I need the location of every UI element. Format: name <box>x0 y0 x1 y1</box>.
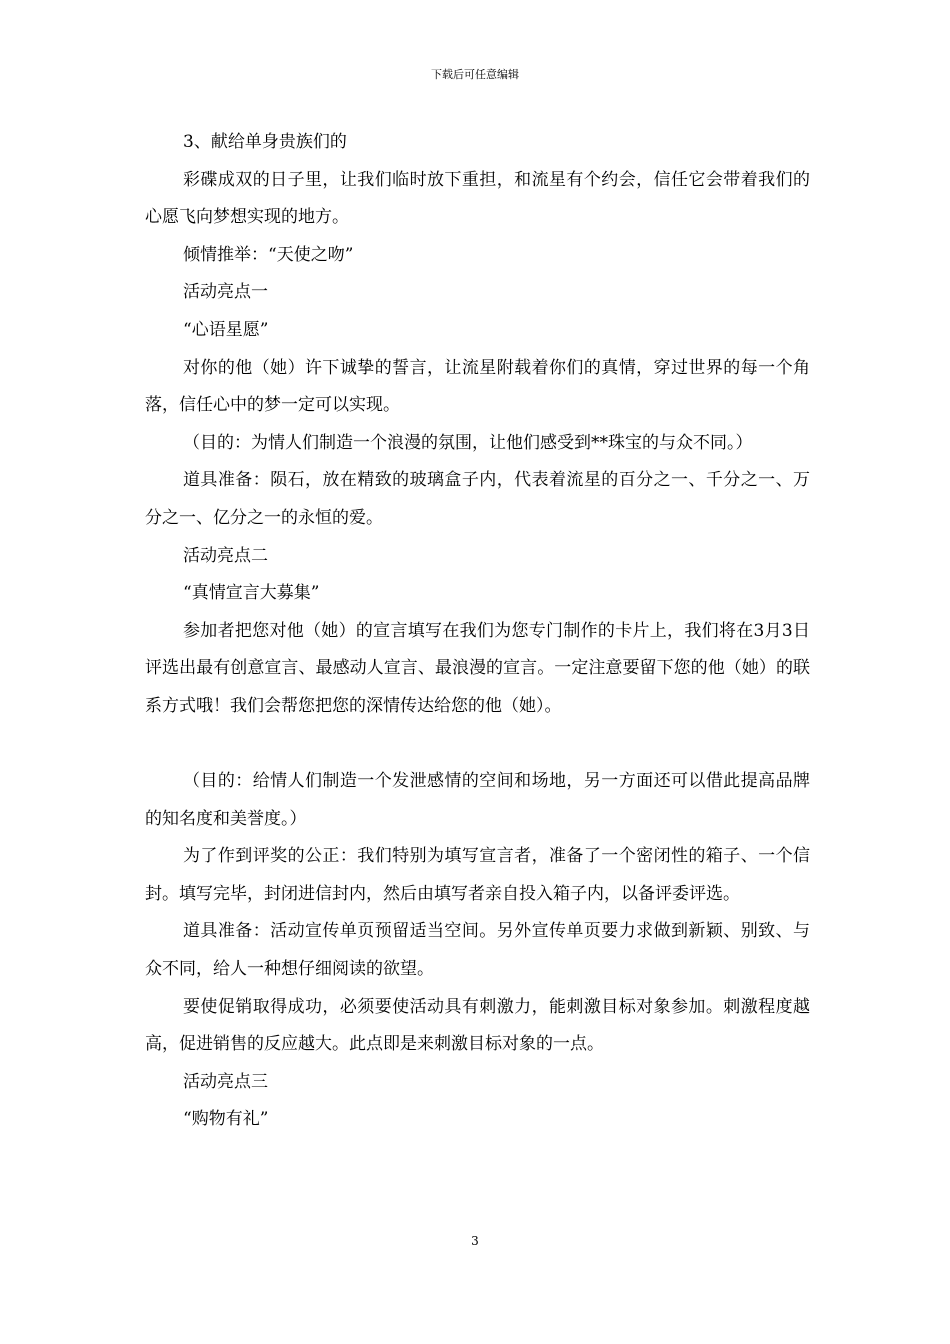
props-paragraph: 道具准备：活动宣传单页预留适当空间。另外宣传单页要力求做到新颖、别致、与众不同，给人一种想仔细阅读的欲望。 <box>145 921 810 980</box>
body-paragraph: 要使促销取得成功，必须要使活动具有刺激力，能刺激目标对象参加。刺激程度越高，促进销售的反应越大。此点即是来刺激目标对象的一点。 <box>145 996 810 1055</box>
body-paragraph: 参加者把您对他（她）的宣言填写在我们为您专门制作的卡片上，我们将在3月3日评选出最有创意宣言、最感动人宣言、最浪漫的宣言。一定注意要留下您的他（她）的联系方式哦！我们会帮您把您的深情传达给您的他（她）。 <box>145 620 810 716</box>
page-number: 3 <box>471 1234 479 1248</box>
purpose-note: （目的：为情人们制造一个浪漫的氛围，让他们感受到**珠宝的与众不同。） <box>183 432 753 453</box>
body-paragraph: 彩碟成双的日子里，让我们临时放下重担，和流星有个约会，信任它会带着我们的心愿飞向梦想实现的地方。 <box>145 169 810 228</box>
document-body <box>145 124 810 1139</box>
highlight-title: “购物有礼” <box>183 1109 269 1130</box>
page-header: 下载后可任意编辑 <box>431 68 519 81</box>
props-paragraph: 道具准备：陨石，放在精致的玻璃盒子内，代表着流星的百分之一、千分之一、万分之一、亿分之一的永恒的爱。 <box>145 470 810 528</box>
section-heading: 3、献给单身贵族们的 <box>183 132 347 152</box>
highlight-heading: 活动亮点三 <box>183 1071 268 1092</box>
body-paragraph: 为了作到评奖的公正：我们特别为填写宣言者，准备了一个密闭性的箱子、一个信封。填写完毕，封闭进信封内，然后由填写者亲自投入箱子内，以备评委评选。 <box>145 846 810 904</box>
body-paragraph: 对你的他（她）许下诚挚的誓言，让流星附载着你们的真情，穿过世界的每一个角落，信任心中的梦一定可以实现。 <box>145 357 810 416</box>
purpose-note: （目的：给情人们制造一个发泄感情的空间和场地，另一方面还可以借此提高品牌的知名度和美誉度。） <box>145 771 810 829</box>
highlight-title: “心语星愿” <box>183 319 269 340</box>
highlight-heading: 活动亮点一 <box>183 282 268 303</box>
highlight-title: “真情宣言大募集” <box>183 583 320 604</box>
highlight-heading: 活动亮点二 <box>183 545 268 566</box>
recommendation-line: 倾情推举：“天使之吻” <box>183 244 354 265</box>
